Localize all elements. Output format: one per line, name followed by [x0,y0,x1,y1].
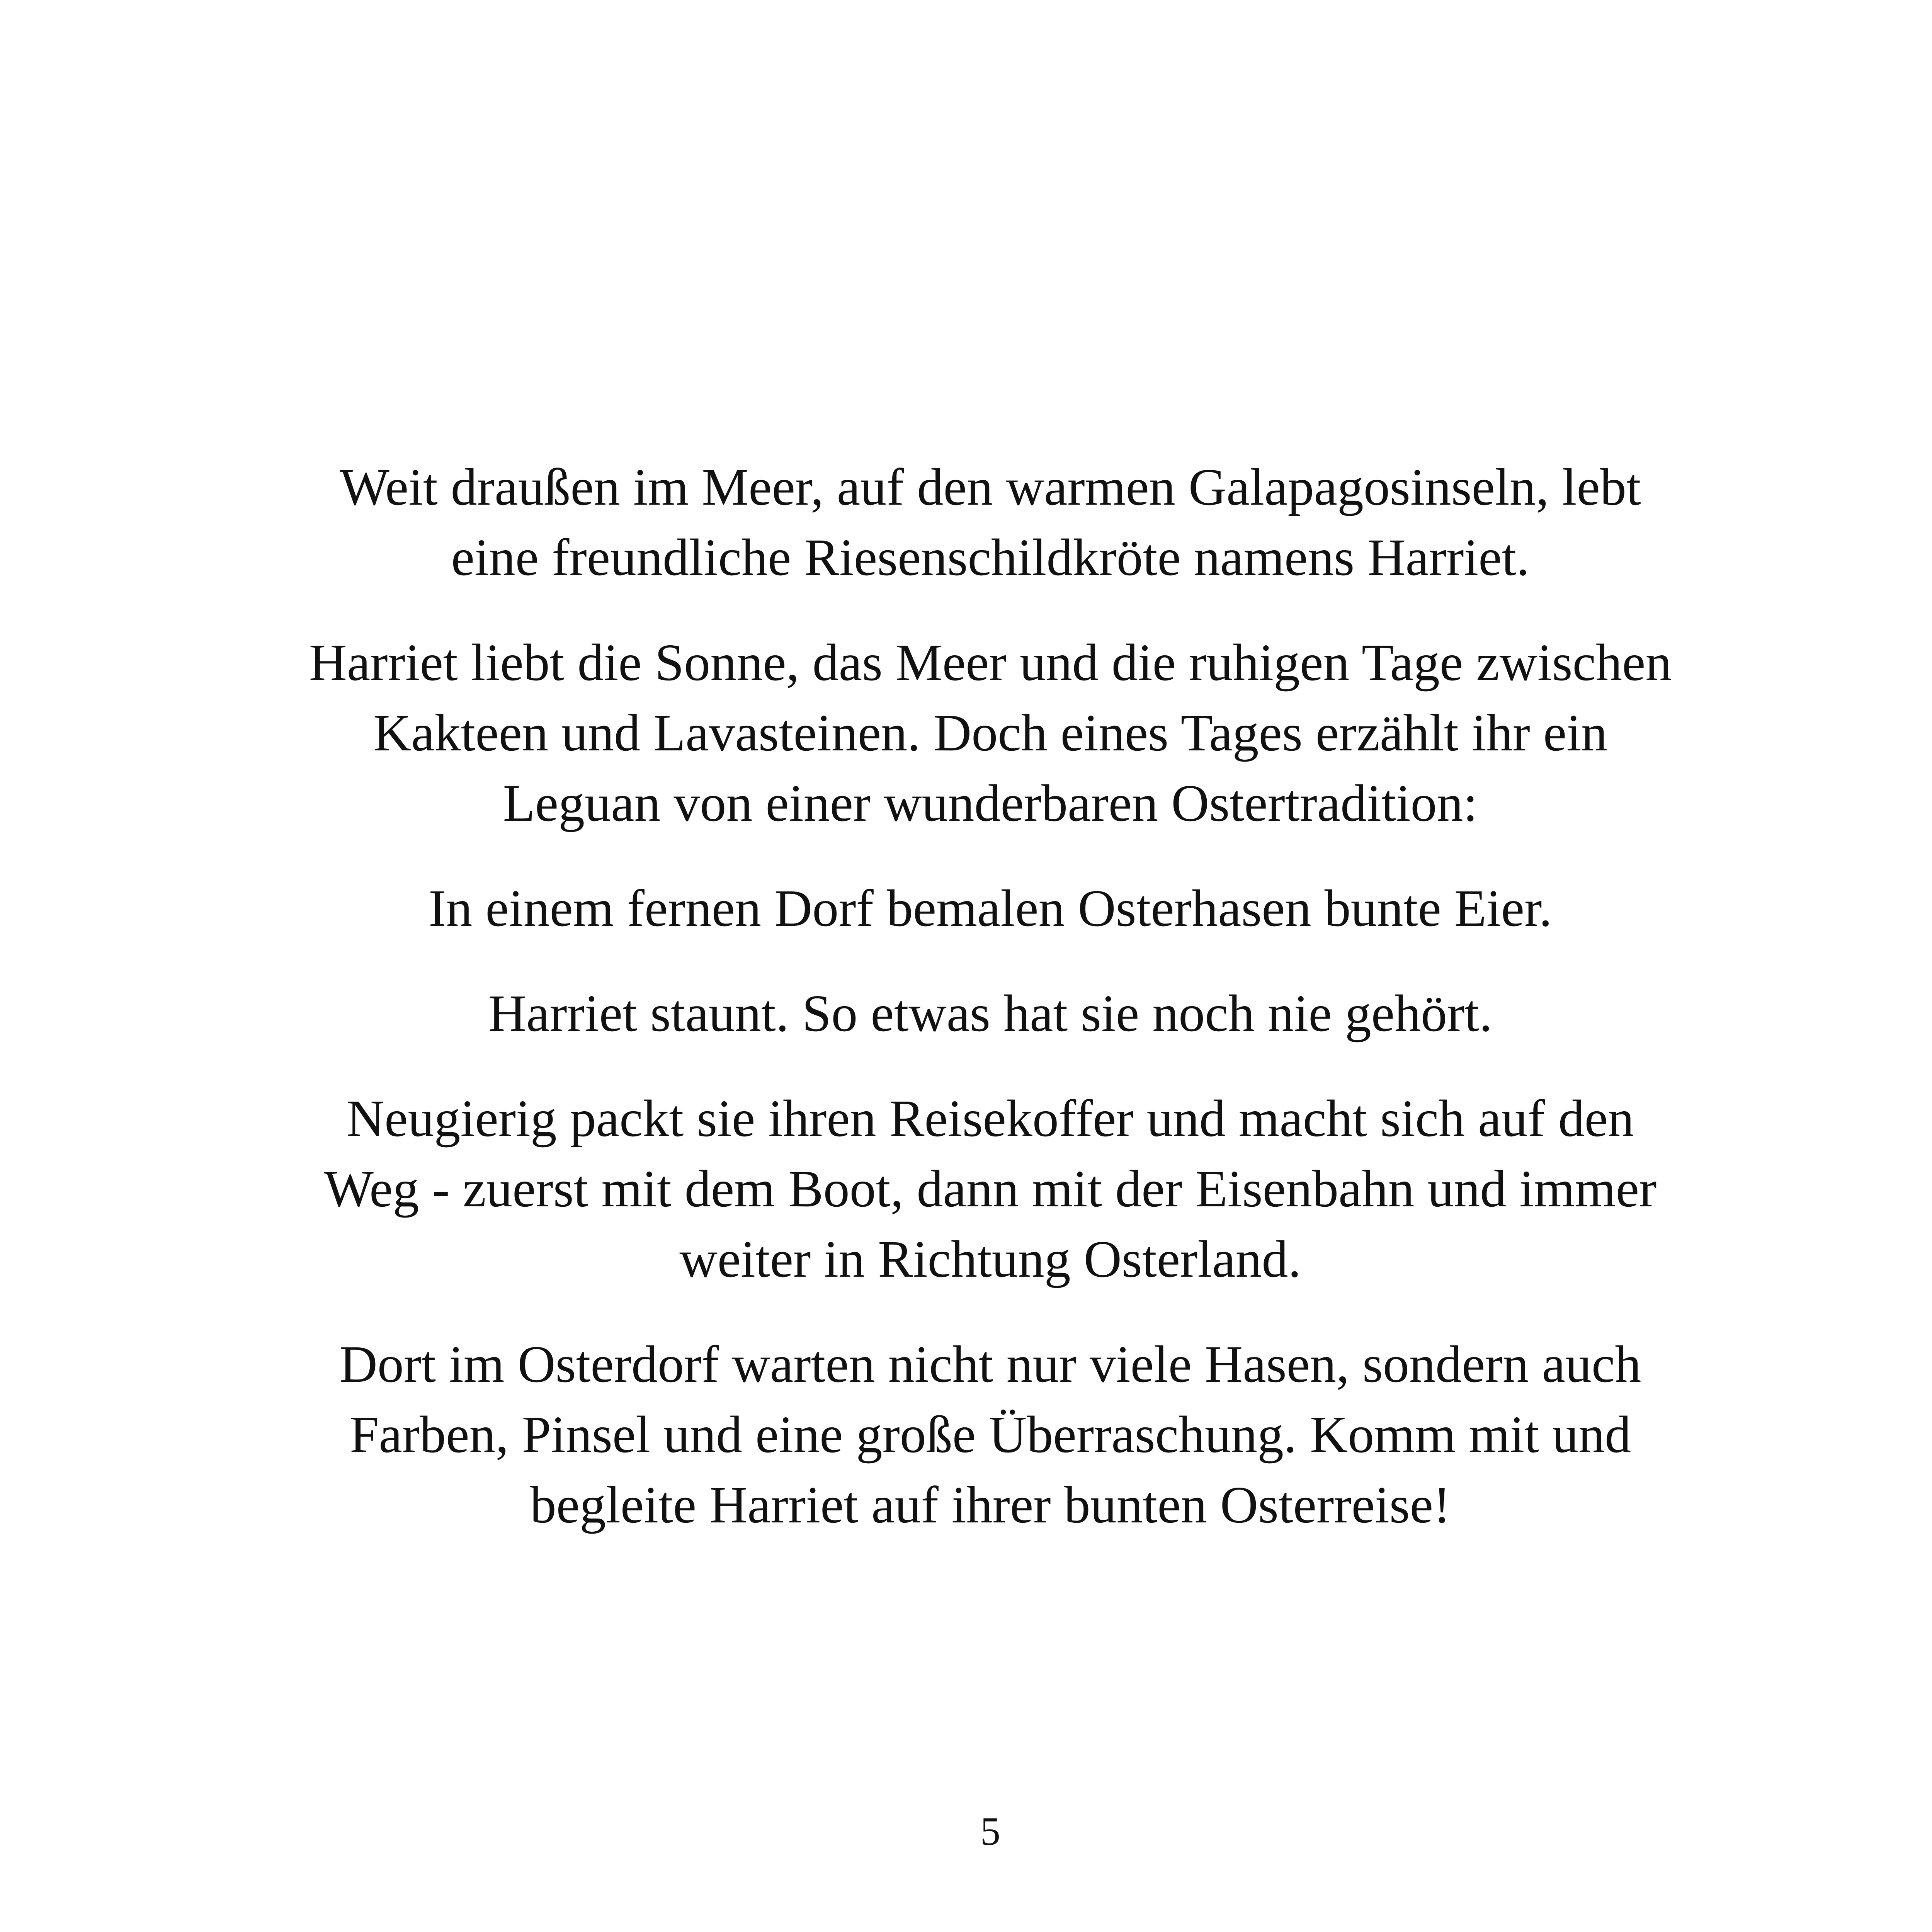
story-text [216,452,1764,1540]
story-paragraph-surprise: Dort im Osterdorf warten nicht nur viele Hasen, sondern auch Farben, Pinsel und eine große Überraschung. Komm mit und begleite Harriet auf ihrer bunten Osterreise! [339,1335,1641,1534]
story-paragraph-journey: Neugierig packt sie ihren Reisekoffer und macht sich auf den Weg - zuerst mit dem Boot, dann mit der Eisenbahn und immer weiter in Richtung Osterland. [324,1090,1657,1288]
story-paragraph-tradition: Harriet liebt die Sonne, das Meer und die ruhigen Tage zwischen Kakteen und Lavasteinen. Doch eines Tages erzählt ihr ein Leguan von einer wunderbaren Ostertradition: [309,634,1672,832]
page-number: 5 [980,1809,1000,1854]
story-paragraph-village: In einem fernen Dorf bemalen Osterhasen bunte Eier. [429,879,1552,937]
story-paragraph-intro: Weit draußen im Meer, auf den warmen Galapagosinseln, lebt eine freundliche Riesenschildkröte namens Harriet. [340,458,1641,587]
story-paragraph-amazed: Harriet staunt. So etwas hat sie noch nie gehört. [488,985,1493,1043]
